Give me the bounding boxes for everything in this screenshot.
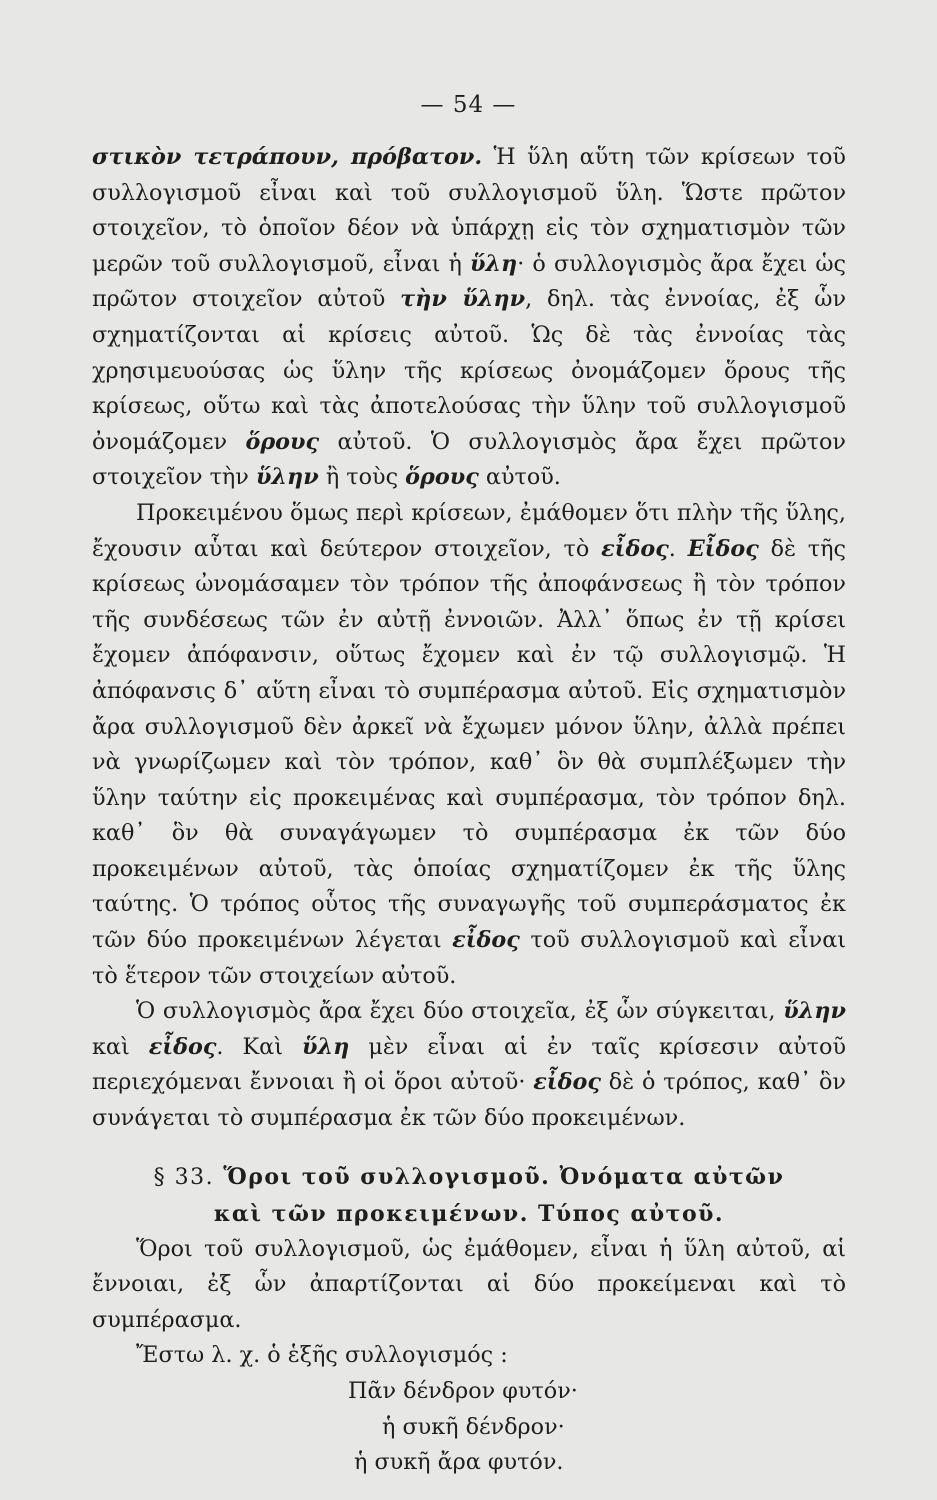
paragraph-2	[92, 496, 846, 994]
text-run: αὐτοῦ.	[478, 464, 561, 491]
emphasized-term: ὅρους	[245, 428, 320, 455]
minor-premise: ἡ συκῆ δένδρον·	[382, 1413, 565, 1440]
section-number: § 33.	[153, 1164, 215, 1190]
emphasized-term: ὕλην	[783, 998, 846, 1025]
text-run: ἢ τοὺς	[318, 464, 406, 491]
paragraph-1	[92, 140, 846, 496]
emphasized-term: εἶδος	[601, 535, 669, 562]
emphasized-term: ὅρους	[405, 464, 479, 491]
emphasized-term: ὕλη	[469, 250, 518, 277]
text-run: μὲν εἶναι αἱ ἐν ταῖς κρίσεσιν αὐτοῦ περιεχόμεναι ἔννοιαι ἢ οἱ ὅροι αὐτοῦ·	[92, 1033, 846, 1096]
text-run: Ἡ ὕλη αὕτη τῶν κρίσεων τοῦ συλλογισμοῦ εἶναι καὶ τοῦ συλλογισμοῦ ὕλη. Ὥστε πρῶτον στοιχεῖον, τὸ ὁποῖον δέον νὰ ὑπάρχῃ εἰς τὸν σχηματισμὸν τῶν μερῶν τοῦ συλλογισμοῦ, εἶναι ἡ	[92, 144, 846, 277]
text-run: τοῦ συλλογισμοῦ καὶ εἶναι τὸ ἕτερον τῶν στοιχείων αὐτοῦ.	[92, 927, 846, 989]
conclusion: ἡ συκῆ ἄρα φυτόν.	[354, 1449, 564, 1476]
text-run: , δηλ. τὰς ἐννοίας, ἐξ ὧν σχηματίζονται αἱ κρίσεις αὐτοῦ. Ὡς δὲ τὰς ἐννοίας τὰς χρησιμευούσας ὡς ὕλην τῆς κρίσεως ὀνομάζομεν ὅρους τῆς κρίσεως, οὕτω καὶ τὰς ἀποτελούσας τὴν ὕλην τοῦ συλλογισμοῦ ὀνομάζομεν	[92, 286, 847, 455]
emphasized-term: τὴν ὕλην	[400, 286, 526, 313]
section-title-1: Ὅροι τοῦ συλλογισμοῦ. Ὀνόματα αὐτῶν	[223, 1163, 785, 1190]
paragraph-3	[92, 994, 846, 1136]
major-premise: Πᾶν δένδρον φυτόν·	[348, 1378, 578, 1404]
section-heading	[92, 1159, 846, 1232]
text-run: Προκειμένου ὅμως περὶ κρίσεων, ἐμάθομεν ὅτι πλὴν τῆς ὕλης, ἔχουσιν αὗται καὶ δεύτερον στοιχεῖον, τὸ	[92, 499, 846, 562]
text-run: .	[668, 535, 688, 562]
main-text	[92, 140, 846, 1481]
page-number: — 54 —	[420, 92, 517, 118]
section-heading-line-1	[92, 1159, 846, 1196]
text-run: Ὁ συλλογισμὸς ἄρα ἔχει δύο στοιχεῖα, ἐξ ὧν σύγκειται,	[136, 998, 784, 1025]
text-run: Ὅροι τοῦ συλλογισμοῦ, ὡς ἐμάθομεν, εἶναι ἡ ὕλη αὐτοῦ, αἱ ἔννοιαι, ἐξ ὧν ἀπαρτίζονται αἱ δύο προκείμεναι καὶ τὸ συμπέρασμα.	[92, 1235, 846, 1333]
text-run: δὲ ὁ τρόπος, καθ᾽ ὃν συνάγεται τὸ συμπέρασμα ἐκ τῶν δύο προκειμένων.	[92, 1069, 846, 1132]
emphasized-term: Εἶδος	[687, 535, 759, 562]
text-run: . Καὶ	[216, 1033, 302, 1060]
emphasized-term: εἶδος	[148, 1033, 217, 1060]
text-run: δὲ τῆς κρίσεως ὠνομάσαμεν τὸν τρόπον τῆς ἀποφάνσεως ἢ τὸν τρόπον τῆς συνδέσεως τῶν ἐν αὐτῇ ἐννοιῶν. Ἀλλ᾽ ὅπως ἐν τῇ κρίσει ἔχομεν ἀπόφανσιν, οὕτως ἔχομεν καὶ ἐν τῷ συλλογισμῷ. Ἡ ἀπόφανσις δ᾽ αὕτη εἶναι τὸ συμπέρασμα αὐτοῦ. Εἰς σχηματισμὸν ἄρα συλλογισμοῦ δὲν ἀρκεῖ νὰ ἔχωμεν μόνον ὕλην, ἀλλὰ πρέπει νὰ γνωρίζωμεν καὶ τὸν τρόπον, καθ᾽ ὃν θὰ συμπλέξωμεν τὴν ὕλην ταύτην εἰς προκειμένας καὶ συμπέρασμα, τὸν τρόπον δηλ. καθ᾽ ὃν θὰ συναγάγωμεν τὸ συμπέρασμα ἐκ τῶν δύο προκειμένων αὐτοῦ, τὰς ὁποίας σχηματίζομεν ἐκ τῆς ὕλης ταύτης. Ὁ τρόπος οὗτος τῆς συναγωγῆς τοῦ συμπεράσματος ἐκ τῶν δύο προκειμένων λέγεται	[92, 535, 846, 954]
emphasized-term: ὕλη	[302, 1033, 350, 1060]
paragraph-5	[92, 1338, 846, 1374]
emphasized-term: στικὸν τετράπουν, πρόβατον.	[92, 144, 483, 170]
section-title-2: καὶ τῶν προκειμένων. Τύπος αὐτοῦ.	[213, 1200, 725, 1227]
paragraph-4	[92, 1232, 846, 1339]
text-run: · ὁ συλλογισμὸς ἄρα ἔχει ὡς πρῶτον στοιχεῖον αὐτοῦ	[92, 250, 847, 313]
text-run: αὐτοῦ. Ὁ συλλογισμὸς ἄρα ἔχει πρῶτον στοιχεῖον τὴν	[92, 428, 846, 491]
text-run: Ἔστω λ. χ. ὁ ἑξῆς συλλογισμός :	[136, 1342, 508, 1369]
syllogism-example	[92, 1374, 846, 1481]
emphasized-term: εἶδος	[533, 1069, 601, 1096]
text-run: καὶ	[92, 1033, 149, 1060]
emphasized-term: εἶδος	[452, 927, 520, 954]
emphasized-term: ὕλην	[255, 464, 319, 491]
